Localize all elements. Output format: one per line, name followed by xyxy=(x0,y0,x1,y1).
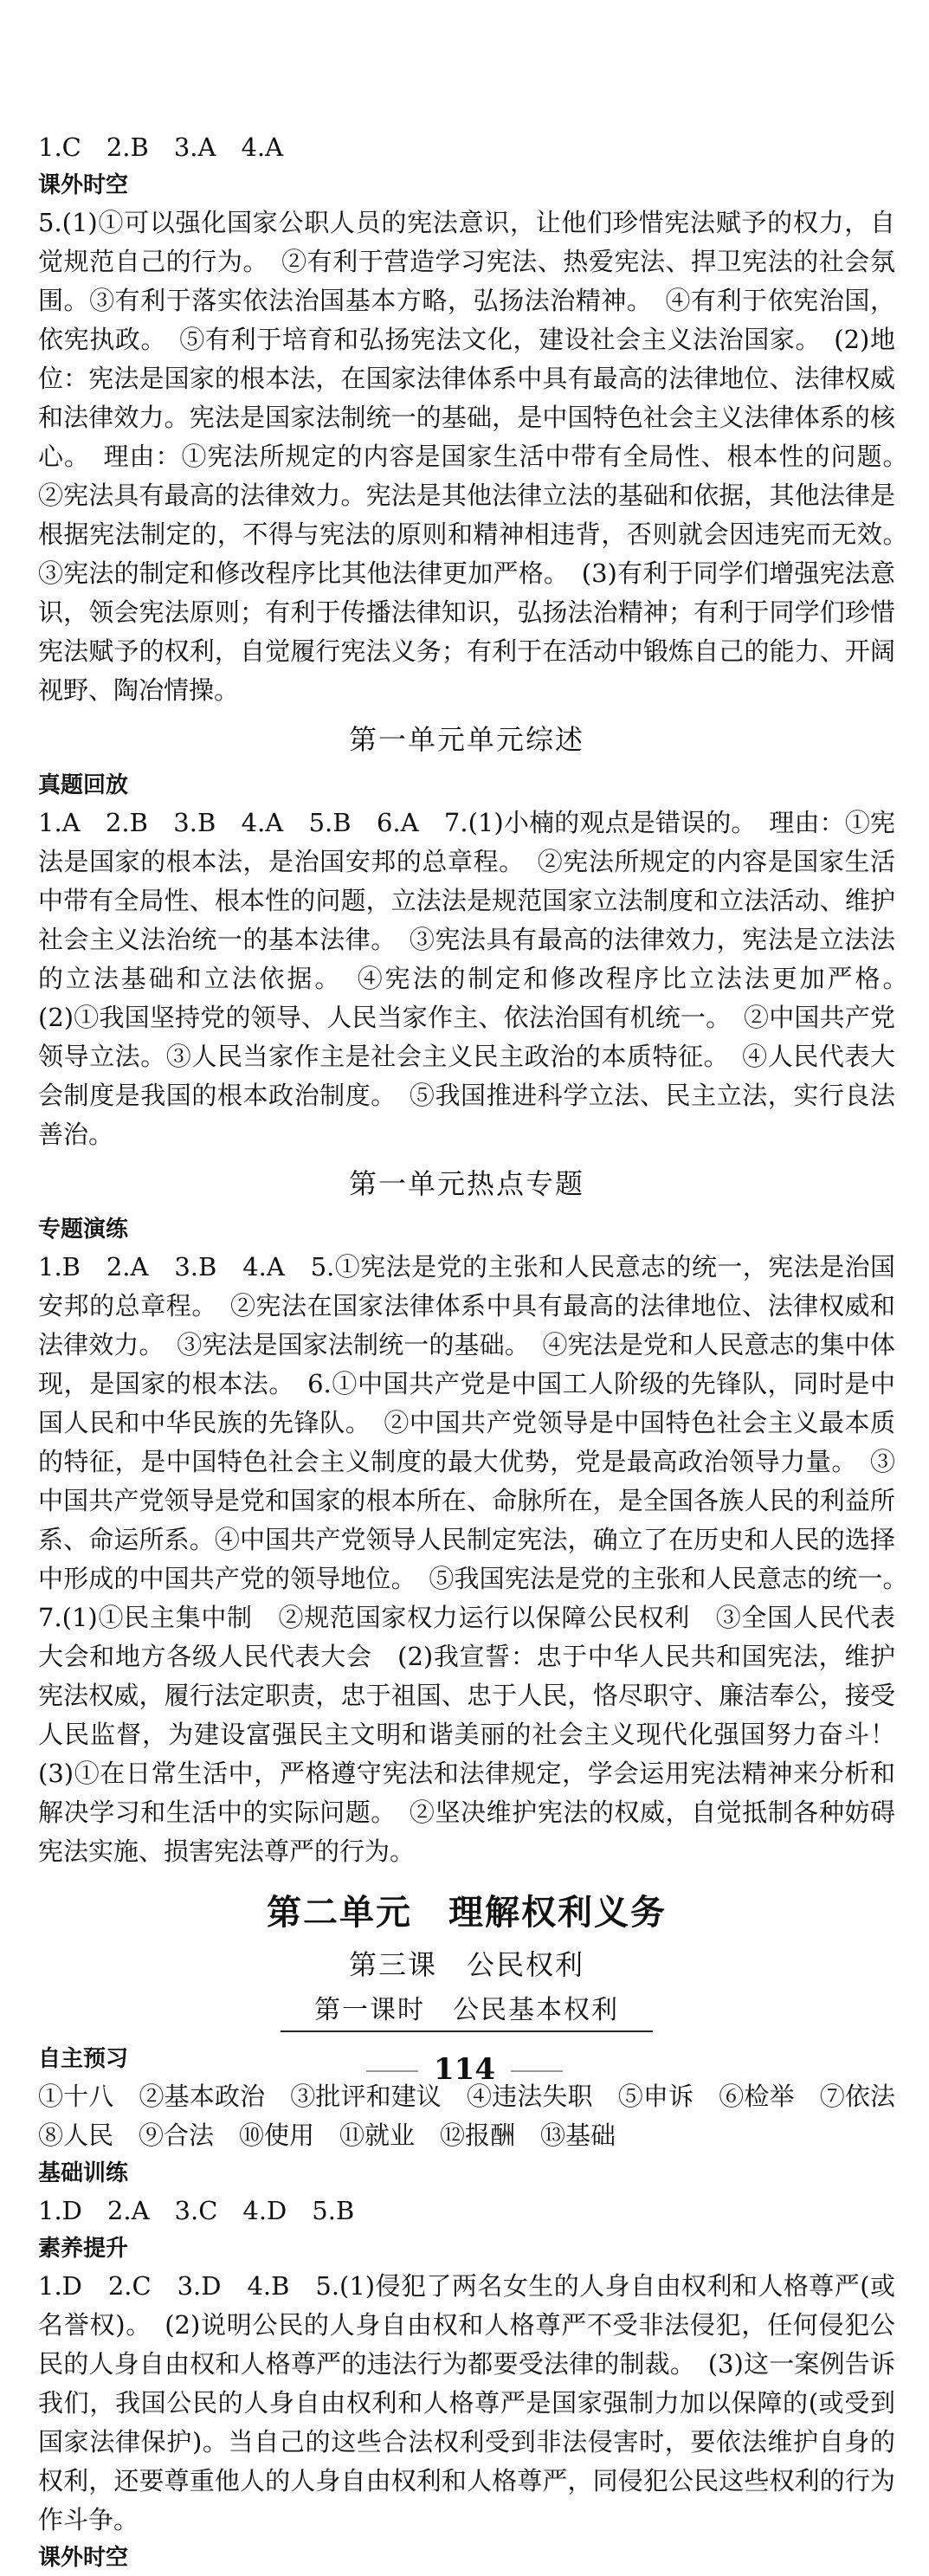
after-class-heading-2: 课外时空 xyxy=(38,2545,129,2571)
improve-heading: 素养提升 xyxy=(38,2236,129,2262)
preview-answers: ①十八 ②基本政治 ③批评和建议 ④违法失职 ⑤申诉 ⑥检举 ⑦依法 ⑧人民 ⑨合法 ⑩使用 ⑪就业 ⑫报酬 ⑬基础 xyxy=(38,2082,921,2150)
unit1-hot-title: 第一单元热点专题 xyxy=(348,1167,584,1200)
footer-dash-left xyxy=(366,2070,418,2072)
lesson-title: 第三课 公民权利 xyxy=(348,1948,584,1981)
top-answers: 1.C 2.B 3.A 4.A xyxy=(38,132,284,162)
unit2-title: 第二单元 理解权利义务 xyxy=(267,1893,667,1933)
section-heading-after-class: 课外时空 xyxy=(38,172,129,198)
footer-dash-right xyxy=(511,2070,563,2072)
improve-answers: 1.D 2.C 3.D 4.B 5.(1)侵犯了两名女生的人身自由权利和人格尊严(或名誉权)。 (2)说明公民的人身自由权和人格尊严不受非法侵犯，任何侵犯公民的人身自由权和人格尊严的违法行为都要受法律的制裁。 (3)这一案例告诉我们，我国公民的人身自由权利和人格尊严是国家强制力加以保障的(或受到国家法律保护)。当自己的这些合法权利受到非法侵害时，要依法维护自身的权利，还要尊重他人的人身自由权利和人格尊严，同侵犯公民这些权利的行为作斗争。 xyxy=(38,2271,895,2534)
answer-content xyxy=(38,128,921,2576)
after-class-answers: 5.(1)①可以强化国家公职人员的宪法意识，让他们珍惜宪法赋予的权力，自觉规范自己的行为。 ②有利于营造学习宪法、热爱宪法、捍卫宪法的社会氛围。③有利于落实依法治国基本方略，弘扬法治精神。 ④有利于依宪治国，依宪执政。 ⑤有利于培育和弘扬宪法文化，建设社会主义法治国家。 (2)地位：宪法是国家的根本法，在国家法律体系中具有最高的法律地位、法律权威和法律效力。宪法是国家法制统一的基础，是中国特色社会主义法律体系的核心。 理由：①宪法所规定的内容是国家生活中带有全局性、根本性的问题。 ②宪法具有最高的法律效力。宪法是其他法律立法的基础和依据，其他法律是根据宪法制定的，不得与宪法的原则和精神相违背，否则就会因违宪而无效。 ③宪法的制定和修改程序比其他法律更加严格。 (3)有利于同学们增强宪法意识，领会宪法原则；有利于传播法律知识，弘扬法治精神；有利于同学们珍惜宪法赋予的权利，自觉履行宪法义务；有利于在活动中锻炼自己的能力、开阔视野、陶冶情操。 xyxy=(38,208,921,705)
unit1-hot-answers: 1.B 2.A 3.B 4.A 5.①宪法是党的主张和人民意志的统一，宪法是治国安邦的总章程。 ②宪法在国家法律体系中具有最高的法律地位、法律权威和法律效力。 ③宪法是国家法制统一的基础。 ④宪法是党和人民意志的集中体现，是国家的根本法。 6.①中国共产党是中国工人阶级的先锋队，同时是中国人民和中华民族的先锋队。 ②中国共产党领导是中国特色社会主义最本质的特征，是中国特色社会主义制度的最大优势，党是最高政治领导力量。 ③中国共产党领导是党和国家的根本所在、命脉所在，是全国各族人民的利益所系、命运所系。④中国共产党领导人民制定宪法，确立了在历史和人民的选择中形成的中国共产党的领导地位。 ⑤我国宪法是党的主张和人民意志的统一。 7.(1)①民主集中制 ②规范国家权力运行以保障公民权利 ③全国人民代表大会和地方各级人民代表大会 (2)我宣誓：忠于中华人民共和国宪法，维护宪法权威，履行法定职责，忠于祖国、忠于人民，恪尽职守、廉洁奉公，接受人民监督，为建设富强民主文明和谐美丽的社会主义现代化强国努力奋斗！ (3)①在日常生活中，严格遵守宪法和法律规定，学会运用宪法精神来分析和解决学习和生活中的实际问题。 ②坚决维护宪法的权威，自觉抵制各种妨碍宪法实施、损害宪法尊严的行为。 xyxy=(38,1252,921,1866)
unit1-review-title: 第一单元单元综述 xyxy=(348,723,584,756)
unit1-review-heading: 真题回放 xyxy=(38,772,129,798)
unit1-review-answers: 1.A 2.B 3.B 4.A 5.B 6.A 7.(1)小楠的观点是错误的。 理由：①宪法是国家的根本法，是治国安邦的总章程。 ②宪法所规定的内容是国家生活中带有全局性、根本性的问题，立法法是规范国家立法制度和立法活动、维护社会主义法治统一的基本法律。 ③宪法具有最高的法律效力，宪法是立法法的立法基础和立法依据。 ④宪法的制定和修改程序比立法法更加严格。 (2)①我国坚持党的领导、人民当家作主、依法治国有机统一。 ②中国共产党领导立法。③人民当家作主是社会主义民主政治的本质特征。 ④人民代表大会制度是我国的根本政治制度。 ⑤我国推进科学立法、民主立法，实行良法善治。 xyxy=(38,808,921,1149)
basic-heading: 基础训练 xyxy=(38,2160,129,2186)
page-footer xyxy=(0,2052,929,2087)
unit1-hot-heading: 专题演练 xyxy=(38,1217,129,1243)
preview-heading: 自主预习 xyxy=(38,2046,129,2072)
period-title: 第一课时 公民基本权利 xyxy=(281,1991,653,2032)
basic-answers: 1.D 2.A 3.C 4.D 5.B xyxy=(38,2196,355,2225)
page-number: 114 xyxy=(434,2052,495,2087)
